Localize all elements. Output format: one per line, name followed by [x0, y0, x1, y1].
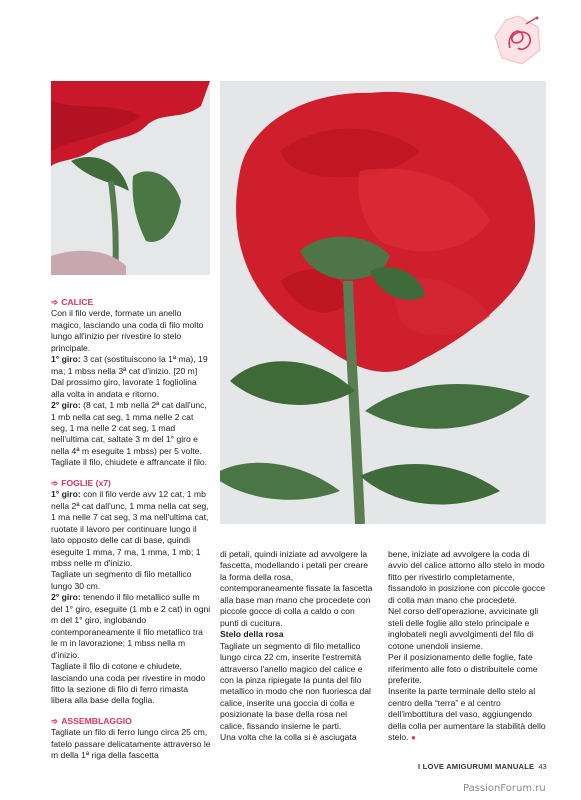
paragraph: Inserite la parte terminale dello stelo al centro della “terra” e al centro dell'imbottitura del vaso, aggiungendo della colla per aumentare la stabilità dello stelo. ● — [388, 686, 546, 743]
paragraph: Per il posizionamento delle foglie, fate riferimento alle foto o distribuitele come preferite. — [388, 652, 538, 685]
page-footer — [418, 762, 547, 771]
paragraph: 2° giro: tenendo il filo metallico sulle m del 1° giro, eseguite (1 mb e 2 cat) in ogni m del 1° giro, inglobando contemporaneamente il filo metallico tra le m in lavorazione; 1 mbss nella m d'inizio. — [51, 592, 211, 660]
text-column-1 — [51, 297, 211, 762]
paragraph: Nel corso dell'operazione, avvicinate gli steli delle foglie allo stelo principale e inglobateli negli avvolgimenti del filo di cotone unendoli insieme. — [388, 606, 539, 651]
text-column-3 — [388, 549, 548, 744]
paragraph: Tagliate il filo di cotone e chiudete, lasciando una coda per rivestire in modo fitto la sezione di filo di ferro rimasta libera alla base della foglia. — [51, 661, 206, 706]
rose-detail-photo — [51, 81, 210, 275]
paragraph: Una volta che la colla si è asciugata — [220, 732, 357, 743]
paragraph: Tagliate un filo di ferro lungo circa 25 cm, fatelo passare delicatamente attraverso le m della 1ª riga della fascetta — [51, 727, 211, 761]
subheading-stelo: Stelo della rosa — [220, 629, 284, 640]
paragraph: Tagliate un segmento di filo metallico lungo 30 cm. — [51, 569, 192, 591]
end-mark-icon: ● — [410, 733, 416, 743]
paragraph: 1° giro: 3 cat (sostituiscono la 1ª ma), 19 ma; 1 mbss nella 3ª cat d'inizio. [20 m] — [51, 354, 208, 376]
paragraph: bene, iniziate ad avvolgere la coda di avvio del calice attorno allo stelo in modo fitto per rivestirlo completamente, fissandolo in posizione con piccole gocce di colla man mano che procedete. — [388, 549, 546, 605]
arrow-right-icon: ➾ — [51, 477, 59, 488]
rose-main-photo — [220, 81, 546, 524]
amigurumi-logo-icon — [492, 14, 544, 66]
section-heading-calice: ➾ CALICE — [51, 297, 94, 307]
section-heading-foglie: ➾ FOGLIE (x7) — [51, 477, 111, 488]
watermark: PassionForum.ru — [463, 783, 546, 794]
section-heading-assemblaggio: ➾ ASSEMBLAGGIO — [51, 715, 132, 726]
paragraph: 1° giro: con il filo verde avv 12 cat, 1 mb nella 2ª cat dall'unc, 1 mma nella cat seg, 1 ma nelle 7 cat seg, 3 ma nell'ultima cat, ruotate il lavoro per continuare lungo il lato opposto delle cat di base, quindi eseguite 1 mma, 7 ma, 1 mma, 1 mb; 1 mbss nelle m d'inizio. — [51, 489, 209, 568]
paragraph: Dal prossimo giro, lavorate 1 fogliolina alla volta in andata e ritorno. — [51, 377, 197, 399]
arrow-right-icon: ➾ — [51, 715, 59, 726]
paragraph: di petali, quindi iniziate ad avvolgere la fascetta, modellando i petali per creare la forma della rosa, contemporaneamente fissate la fascetta alla base man mano che procedete con piccole gocce di colla a caldo o con punti di cucitura. — [220, 549, 373, 628]
page-number: 43 — [538, 762, 547, 771]
arrow-right-icon: ➾ — [51, 297, 59, 307]
text-column-2 — [220, 549, 373, 744]
paragraph: Tagliate un segmento di filo metallico lungo circa 22 cm, inserite l'estremità attraverso l'anello magico del calice e con la pinza ripiegate la punta del filo metallico in modo che non fuoriesca dal calice, inserite una goccia di colla e posizionate la base della rosa nel calice, fissando insieme le parti. — [220, 640, 371, 731]
paragraph: 2° giro: (8 cat, 1 mb nella 2ª cat dall'unc, 1 mb nella cat seg, 1 mma nelle 2 cat seg, 1 ma nelle 2 cat seg, 1 mad nell'ultima cat, saltate 3 m del 1° giro e nella 4ª m eseguite 1 mbss) per 5 volte. Tagliate il filo, chiudete e affrancate il filo. — [51, 400, 208, 468]
paragraph: Con il filo verde, formate un anello magico, lasciando una coda di filo molto lungo all'inizio per rivestire lo stelo principale. — [51, 308, 204, 353]
magazine-title: I LOVE AMIGURUMI MANUALE — [418, 762, 535, 771]
